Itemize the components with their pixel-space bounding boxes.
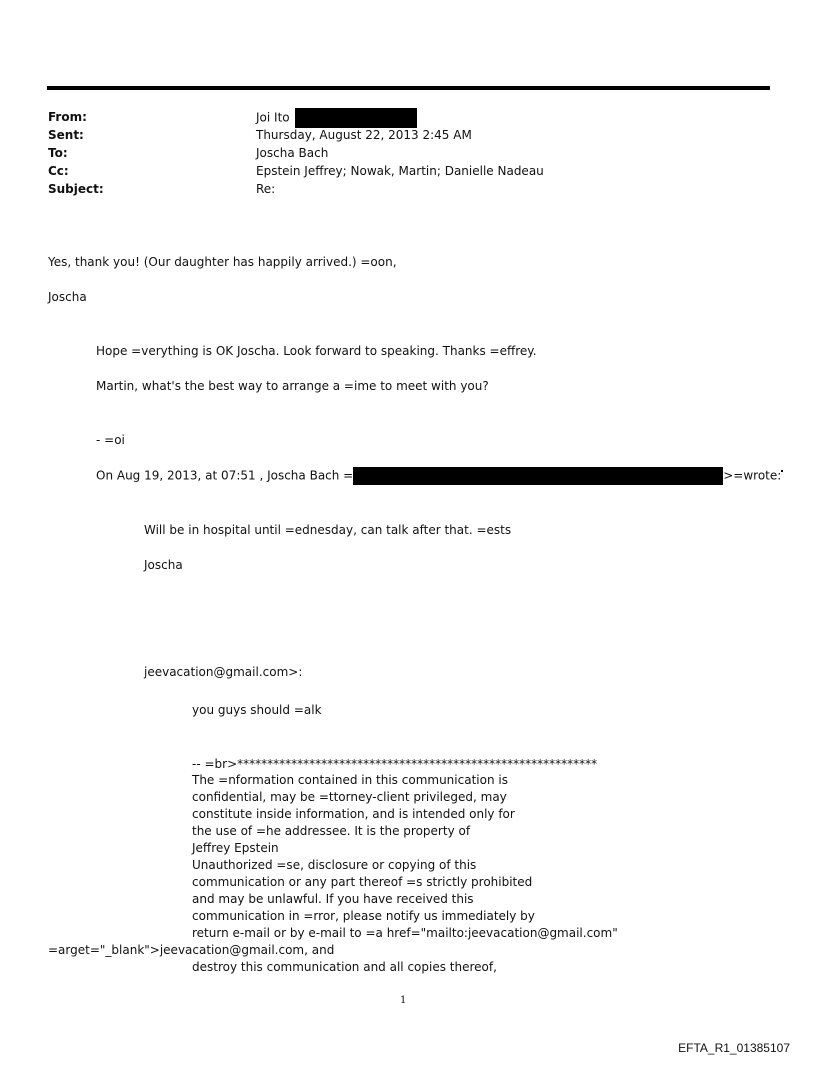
to-value: Joscha Bach bbox=[256, 146, 329, 160]
disclaimer-line: =arget="_blank">jeevacation@gmail.com, and bbox=[48, 943, 335, 957]
disclaimer-line: The =nformation contained in this communication is bbox=[192, 773, 508, 787]
signature-line: Joscha bbox=[48, 290, 87, 304]
subject-label: Subject: bbox=[48, 182, 104, 196]
sent-value: Thursday, August 22, 2013 2:45 AM bbox=[256, 128, 472, 142]
disclaimer-line: Jeffrey Epstein bbox=[192, 841, 279, 855]
body-line: Yes, thank you! (Our daughter has happily arrived.) =oon, bbox=[48, 255, 397, 269]
document-id: EFTA_R1_01385107 bbox=[678, 1041, 790, 1055]
disclaimer-line: destroy this communication and all copies thereof, bbox=[192, 960, 497, 974]
cc-label: Cc: bbox=[48, 164, 69, 178]
disclaimer-line: return e-mail or by e-mail to =a href="mailto:jeevacation@gmail.com" bbox=[192, 926, 618, 940]
subject-value: Re: bbox=[256, 182, 276, 196]
cc-value: Epstein Jeffrey; Nowak, Martin; Danielle Nadeau bbox=[256, 164, 544, 178]
quoted-line: jeevacation@gmail.com>: bbox=[144, 665, 303, 679]
stray-mark bbox=[781, 470, 783, 472]
disclaimer-line: constitute inside information, and is intended only for bbox=[192, 807, 515, 821]
from-label: From: bbox=[48, 110, 87, 124]
from-value: Joi Ito bbox=[256, 108, 417, 128]
quoted-attribution: On Aug 19, 2013, at 07:51 , Joscha Bach = >=wrote: bbox=[96, 467, 781, 485]
disclaimer-line: and may be unlawful. If you have received this bbox=[192, 892, 474, 906]
to-label: To: bbox=[48, 146, 68, 160]
quoted-line: Will be in hospital until =ednesday, can talk after that. =ests bbox=[144, 523, 512, 537]
quoted-line: Joscha bbox=[144, 558, 183, 572]
redaction-block bbox=[295, 108, 417, 128]
quoted-line: -- =br>************************************************************ bbox=[192, 757, 598, 771]
disclaimer-line: the use of =he addressee. It is the property of bbox=[192, 824, 471, 838]
sent-label: Sent: bbox=[48, 128, 84, 142]
quoted-line: Hope =verything is OK Joscha. Look forward to speaking. Thanks =effrey. bbox=[96, 344, 537, 358]
disclaimer-line: Unauthorized =se, disclosure or copying of this bbox=[192, 858, 477, 872]
disclaimer-line: communication or any part thereof =s strictly prohibited bbox=[192, 875, 533, 889]
header-rule bbox=[47, 86, 770, 90]
disclaimer-line: communication in =rror, please notify us immediately by bbox=[192, 909, 535, 923]
quoted-line: you guys should =alk bbox=[192, 703, 322, 717]
quoted-line: Martin, what's the best way to arrange a =ime to meet with you? bbox=[96, 379, 489, 393]
disclaimer-line: confidential, may be =ttorney-client privileged, may bbox=[192, 790, 507, 804]
page-number: 1 bbox=[400, 995, 407, 1006]
quoted-line: - =oi bbox=[96, 433, 125, 447]
redaction-block bbox=[353, 467, 723, 485]
